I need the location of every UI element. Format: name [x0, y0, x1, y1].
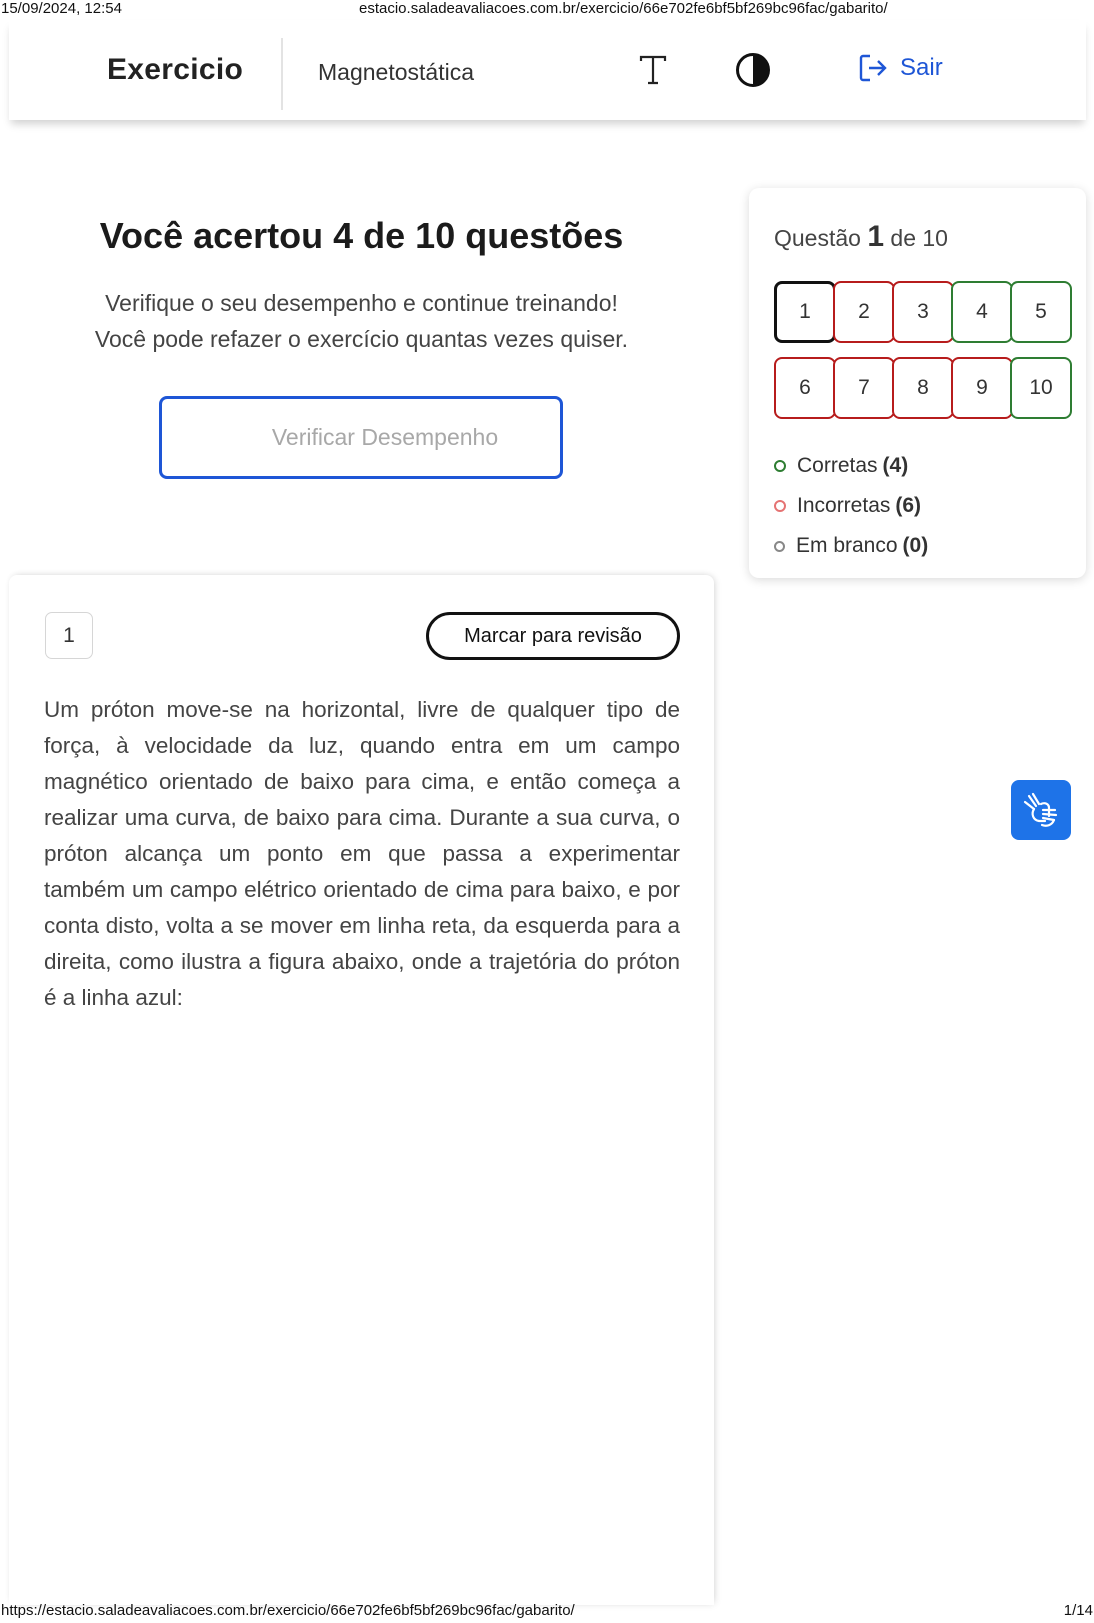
- question-button-6[interactable]: 6: [774, 357, 836, 419]
- navigator-heading: [774, 220, 948, 254]
- result-line-2: Você pode refazer o exercício quantas vezes quiser.: [94, 326, 629, 352]
- blank-dot-icon: [774, 541, 785, 552]
- legend-correct: [774, 446, 928, 486]
- print-footer-url: https://estacio.saladeavaliacoes.com.br/exercicio/66e702fe6bf5bf269bc96fac/gabarito/: [1, 1602, 575, 1619]
- navigator-current: 1: [867, 220, 885, 253]
- question-number-badge: 1: [45, 612, 93, 659]
- legend-incorrect: [774, 486, 928, 526]
- print-page-number: 1/14: [1063, 1602, 1093, 1619]
- question-button-8[interactable]: 8: [892, 357, 954, 419]
- question-button-5[interactable]: 5: [1010, 281, 1072, 343]
- print-url: estacio.saladeavaliacoes.com.br/exercicio/66e702fe6bf5bf269bc96fac/gabarito/: [359, 0, 888, 17]
- navigator-prefix: Questão: [774, 225, 861, 251]
- print-header: [0, 0, 1094, 20]
- contrast-button[interactable]: [733, 50, 773, 90]
- correct-dot-icon: [774, 460, 786, 472]
- question-navigator: [749, 188, 1086, 578]
- question-button-9[interactable]: 9: [951, 357, 1013, 419]
- font-size-icon: [638, 54, 668, 86]
- brand-title: Exercicio: [107, 53, 244, 86]
- legend-incorrect-label: Incorretas: [797, 494, 891, 517]
- result-line-1: Verifique o seu desempenho e continue treinando!: [105, 290, 618, 316]
- status-legend: [774, 446, 928, 566]
- legend-blank: [774, 526, 928, 566]
- legend-correct-label: Corretas: [797, 454, 878, 477]
- verify-performance-button[interactable]: Verificar Desempenho: [159, 396, 563, 479]
- question-button-1[interactable]: 1: [774, 281, 836, 343]
- question-card: [9, 575, 714, 1605]
- legend-blank-label: Em branco: [796, 534, 898, 557]
- logout-icon: [858, 53, 888, 83]
- question-button-2[interactable]: 2: [833, 281, 895, 343]
- question-statement: Um próton move-se na horizontal, livre de qualquer tipo de força, à velocidade da luz, quando entra em um campo magnético orientado de baixo para cima, e então começa a realizar uma curva, de baixo para cima. Durante a sua curva, o próton alcança um ponto em que passa a experimentar também um campo elétrico orientado de cima para baixo, e por conta disto, volta a se mover em linha reta, da esquerda para a direita, como ilustra a figura abaixo, onde a trajetória do próton é a linha azul:: [44, 697, 680, 1010]
- result-title: Você acertou 4 de 10 questões: [99, 215, 624, 256]
- legend-blank-count: (0): [902, 534, 929, 557]
- navigator-suffix: de 10: [890, 225, 948, 251]
- question-button-3[interactable]: 3: [892, 281, 954, 343]
- mark-for-review-button[interactable]: Marcar para revisão: [426, 612, 680, 660]
- result-summary: [9, 195, 714, 357]
- question-button-10[interactable]: 10: [1010, 357, 1072, 419]
- print-date: 15/09/2024, 12:54: [1, 0, 122, 17]
- legend-incorrect-count: (6): [895, 494, 922, 517]
- font-size-button[interactable]: [633, 50, 673, 90]
- contrast-icon: [735, 52, 771, 88]
- logout-label: Sair: [900, 54, 943, 81]
- legend-correct-count: (4): [882, 454, 909, 477]
- question-button-7[interactable]: 7: [833, 357, 895, 419]
- libras-accessibility-button[interactable]: [1011, 780, 1071, 840]
- question-button-4[interactable]: 4: [951, 281, 1013, 343]
- logout-button[interactable]: [858, 53, 943, 83]
- print-footer: [0, 1600, 1094, 1623]
- header-divider: [281, 38, 283, 110]
- subject-title: Magnetostática: [318, 59, 474, 85]
- incorrect-dot-icon: [774, 500, 786, 512]
- sign-language-icon: [1021, 790, 1061, 830]
- top-navbar: [9, 20, 1086, 120]
